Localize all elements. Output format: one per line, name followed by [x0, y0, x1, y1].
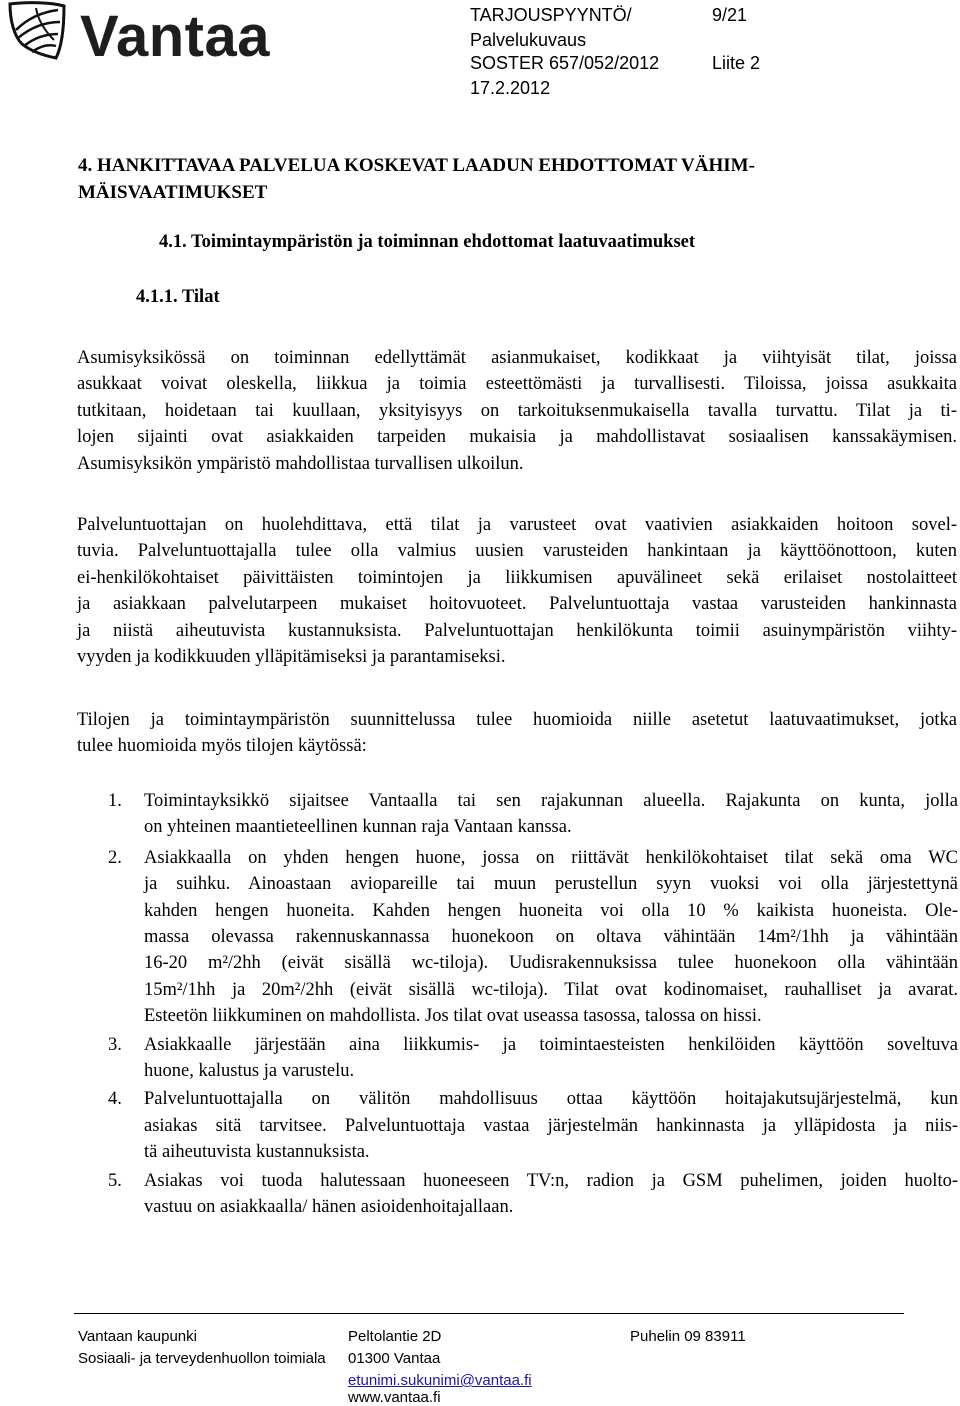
- list-line: on yhteinen maantieteellinen kunnan raja Vantaan kanssa.: [144, 817, 572, 838]
- doc-type: TARJOUSPYYNTÖ/: [470, 5, 632, 25]
- list-line: asiakas sitä tarvitsee. Palveluntuottaja vastaa järjestelmän hankinnasta ja ylläpidosta ja niis-: [144, 1115, 958, 1136]
- service-title: Palvelukuvaus: [470, 30, 587, 50]
- paragraph-line: tutkitaan, hoidetaan tai kuullaan, yksityisyys on tarkoituksenmukaisella tavalla turvattu. Tilat ja ti-: [77, 400, 957, 421]
- list-line: massa olevassa rakennuskannassa huonekoon on oltava vähintään 14m²/1hh ja vähintään: [144, 927, 958, 948]
- list-number: 2.: [108, 847, 122, 868]
- paragraph: [77, 512, 957, 670]
- section-heading-cont: MÄISVAATIMUKSET: [78, 182, 268, 203]
- paragraph-line: ja niistä aiheutuvista kustannuksista. Palveluntuottajan henkilökunta toimii asuinympäristön viihty-: [77, 620, 957, 641]
- list-item: [108, 1086, 958, 1165]
- paragraph-line: ja asiakkaan palvelutarpeen mukaiset hoitovuoteet. Palveluntuottaja vastaa varusteiden hankinnasta: [77, 594, 957, 615]
- list-line: vastuu on asiakkaalla/ hänen asioidenhoitajallaan.: [144, 1197, 514, 1218]
- brand-wordmark: Vantaa: [80, 4, 270, 69]
- list-item: [108, 1168, 958, 1221]
- list-line: Asiakkaalle järjestään aina liikkumis- ja toimintaesteisten henkilöiden käyttöön soveltuva: [144, 1034, 958, 1055]
- page-number: 9/21: [712, 5, 748, 25]
- paragraph-line: Tilojen ja toimintaympäristön suunnittelussa tulee huomioida niille asetetut laatuvaatimukset, jotka: [77, 710, 957, 730]
- list-number: 4.: [108, 1089, 122, 1110]
- document-date: 17.2.2012: [470, 78, 551, 98]
- subsubsection-heading: 4.1.1. Tilat: [136, 287, 220, 307]
- list-item: [108, 1032, 958, 1085]
- section-heading: 4. HANKITTAVAA PALVELUA KOSKEVAT LAADUN EHDOTTOMAT VÄHIM-: [78, 155, 755, 176]
- list-number: 1.: [108, 791, 122, 811]
- list-line: tä aiheutuvista kustannuksista.: [144, 1142, 370, 1163]
- paragraph-line: ei-henkilökohtaiset päivittäisten toimintojen ja liikkumisen apuvälineet sekä erilaiset nostolaitteet: [77, 567, 957, 588]
- list-line: Esteetön liikkuminen on mahdollista. Jos tilat ovat useassa tasossa, talossa on hissi.: [144, 1006, 762, 1027]
- list-line: Palveluntuottajalla on välitön mahdollisuus ottaa käyttöön hoitajakutsujärjestelmä, kun: [144, 1089, 958, 1110]
- footer-email-text[interactable]: etunimi.sukunimi@vantaa.fi: [348, 1372, 532, 1389]
- list-number: 3.: [108, 1034, 122, 1055]
- footer-phone: Puhelin 09 83911: [630, 1328, 746, 1345]
- paragraph: [77, 345, 957, 477]
- reference-number: SOSTER 657/052/2012: [470, 53, 660, 73]
- list-line: Asiakas voi tuoda halutessaan huoneeseen TV:n, radion ja GSM puhelimen, joiden huolto-: [144, 1170, 958, 1191]
- paragraph-line: vyyden ja kodikkuuden ylläpitämiseksi ja parantamiseksi.: [77, 647, 506, 668]
- list-line: Toimintayksikkö sijaitsee Vantaalla tai sen rajakunnan alueella. Rajakunta on kunta, jolla: [144, 791, 958, 811]
- attachment-label: Liite 2: [712, 53, 761, 73]
- list-line: 15m²/1hh ja 20m²/2hh (eivät sisällä wc-tiloja). Tilat ovat kodinomaiset, rauhalliset ja avarat.: [144, 979, 958, 1000]
- footer-street: Peltolantie 2D: [348, 1328, 442, 1345]
- footer-org-unit: Sosiaali- ja terveydenhuollon toimiala: [78, 1350, 326, 1367]
- paragraph-line: Palveluntuottajan on huolehdittava, että tilat ja varusteet ovat vaativien asiakkaiden hoitoon sovel-: [77, 515, 957, 535]
- list-line: kahden hengen huoneita. Kahden hengen huoneita voi olla 10 % kaikista huoneista. Ole-: [144, 900, 958, 921]
- footer-postal: 01300 Vantaa: [348, 1350, 441, 1367]
- paragraph-line: lojen sijainti ovat asiakkaiden tarpeiden mukaisia ja mahdollistavat sosiaalisen kanssakäymisen.: [77, 427, 957, 448]
- paragraph-line: tuvia. Palveluntuottajalla tulee olla valmius uusien varusteiden hankintaan ja käyttöönottoon, kuten: [77, 541, 957, 562]
- paragraph-line: asukkaat voivat oleskella, liikkua ja toimia esteettömästi ja turvallisesti. Tiloissa, joissa asukkaita: [77, 374, 957, 395]
- list-item: [108, 845, 958, 1030]
- vantaa-logo-icon: [6, 0, 68, 66]
- list-line: 16-20 m²/2hh (eivät sisällä wc-tiloja). Uudisrakennuksissa tulee huonekoon olla vähintään: [144, 953, 958, 974]
- subsection-heading: 4.1. Toimintaympäristön ja toiminnan ehdottomat laatuvaatimukset: [159, 232, 696, 252]
- footer-divider: [74, 1313, 904, 1314]
- list-line: Asiakkaalla on yhden hengen huone, jossa on riittävät henkilökohtaiset tilat sekä oma WC: [144, 847, 958, 868]
- paragraph-line: Asumisyksikössä on toiminnan edellyttämät asianmukaiset, kodikkaat ja viihtyisät tilat, joissa: [77, 348, 957, 368]
- list-line: huone, kalustus ja varustelu.: [144, 1061, 355, 1082]
- list-number: 5.: [108, 1170, 122, 1191]
- footer-email-link[interactable]: [348, 1370, 532, 1391]
- footer-org-name: Vantaan kaupunki: [78, 1328, 197, 1345]
- paragraph-line: tulee huomioida myös tilojen käytössä:: [77, 736, 367, 757]
- paragraph-line: Asumisyksikön ympäristö mahdollistaa turvallisen ulkoilun.: [77, 453, 524, 474]
- list-line: ja suihku. Ainoastaan aviopareille tai muun perustellun syyn vuoksi voi olla järjestettynä: [144, 874, 958, 895]
- paragraph: [77, 707, 957, 760]
- requirements-list: [108, 788, 958, 1221]
- footer-website[interactable]: www.vantaa.fi: [348, 1389, 441, 1406]
- list-item: [108, 788, 958, 841]
